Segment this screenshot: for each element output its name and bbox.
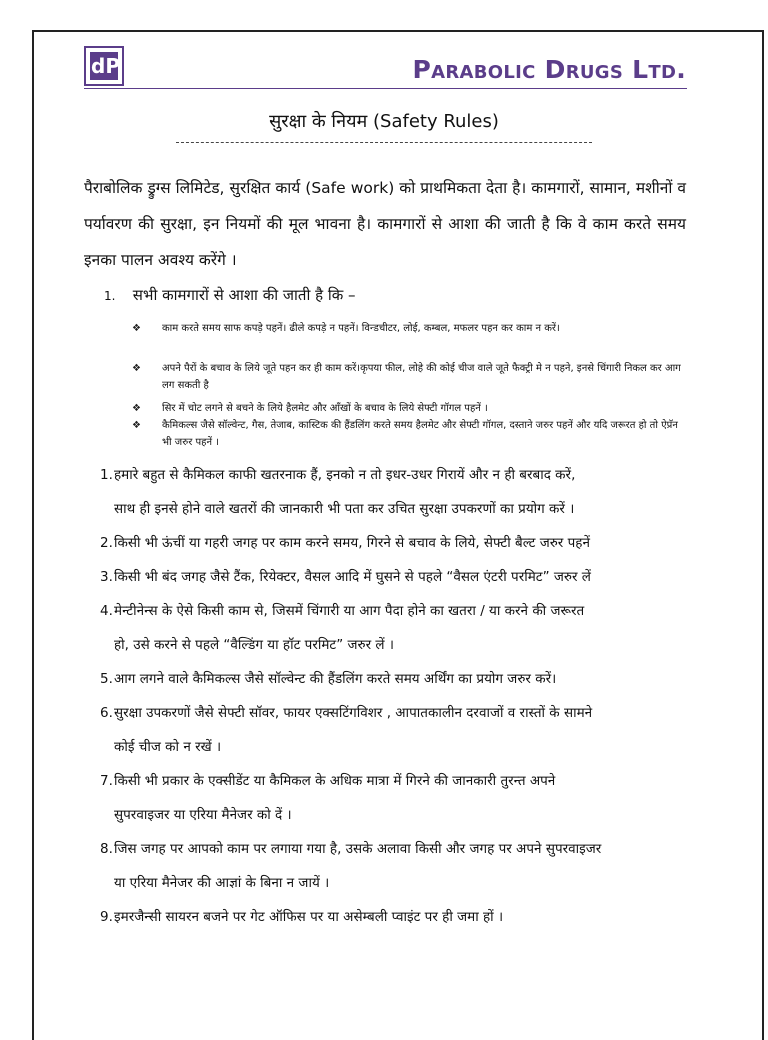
- rule-text: किसी भी ऊंचीं या गहरी जगह पर काम करने समय, गिरने से बचाव के लिये, सेफ्टी बैल्ट जरुर पहनें: [114, 535, 590, 551]
- header-rule: [84, 88, 687, 89]
- rule-number: 8.: [100, 841, 113, 857]
- dashed-divider: [176, 142, 592, 143]
- rule-number: 2.: [100, 535, 113, 551]
- rule-continuation: या एरिया मैनेजर की आज्ञां के बिना न जायें ।: [114, 875, 330, 891]
- bullet-icon: ❖: [132, 403, 141, 414]
- list-item: ❖ कैमिकल्स जैसे सॉल्वेन्ट, गैस, तेजाब, कास्टिक की हैंडलिंग करते समय हैलमेट और सेफ्टी गॉगल, दस्ताने जरुर पहनें और यदि जरूरत हो तो ऐप्रॅन भी जरुर पहनें ।: [130, 417, 686, 451]
- rule-continuation: कोई चीज को न रखें ।: [114, 739, 222, 755]
- rule-number: 1.: [100, 467, 113, 483]
- bullet-icon: ❖: [132, 323, 141, 334]
- page-title: सुरक्षा के नियम (Safety Rules): [269, 111, 499, 132]
- rule-item: [100, 526, 688, 560]
- rule-text: हमारे बहुत से कैमिकल काफी खतरनाक हैं, इनको न तो इधर-उधर गिरायें और न ही बरबाद करें,: [114, 467, 576, 483]
- rule-number: 3.: [100, 569, 113, 585]
- rule-text: किसी भी प्रकार के एक्सीडेंट या कैमिकल के अधिक मात्रा में गिरने की जानकारी तुरन्त अपने: [114, 773, 556, 789]
- rule-item: [100, 458, 688, 492]
- rule-text: जिस जगह पर आपको काम पर लगाया गया है, उसके अलावा किसी और जगह पर अपने सुपरवाइजर: [114, 841, 602, 857]
- logo-text: dP: [91, 54, 120, 78]
- rule-item: [100, 832, 688, 866]
- section-heading: [104, 285, 356, 305]
- rule-number: 4.: [100, 603, 113, 619]
- rule-item: [100, 900, 688, 934]
- list-item: ❖ सिर में चोट लगने से बचने के लिये हैलमेट और आँखों के बचाव के लिये सेफ्टी गॉगल पहनें ।: [130, 400, 686, 417]
- rule-number: 9.: [100, 909, 113, 925]
- rule-item: [100, 662, 688, 696]
- rule-text: किसी भी बंद जगह जैसे टैंक, रियेक्टर, वैसल आदि में घुसने से पहले “वैसल एंटरी परमिट” जरुर लें: [114, 569, 591, 585]
- rule-item: [100, 764, 688, 798]
- rule-item: [100, 696, 688, 730]
- rule-text: इमरजैन्सी सायरन बजने पर गेट ऑफिस पर या असेम्बली प्वाइंट पर ही जमा हों ।: [114, 909, 504, 925]
- rule-text: मेन्टीनेन्स के ऐसे किसी काम से, जिसमें चिंगारी या आग पैदा होने का खतरा / या करने की जरूरत: [114, 603, 585, 619]
- section-number: 1.: [104, 289, 116, 303]
- bullet-icon: ❖: [132, 363, 141, 374]
- company-name: Parabolic Drugs Ltd.: [412, 55, 686, 84]
- rule-continuation: सुपरवाइजर या एरिया मैनेजर को दें ।: [114, 807, 292, 823]
- rule-item: [100, 560, 688, 594]
- rule-continuation: साथ ही इनसे होने वाले खतरों की जानकारी भी पता कर उचित सुरक्षा उपकरणों का प्रयोग करें ।: [114, 501, 575, 517]
- rule-text: आग लगने वाले कैमिकल्स जैसे सॉल्वेन्ट की हैंडलिंग करते समय अर्थिंग का प्रयोग जरुर करें।: [114, 671, 557, 687]
- rule-number: 6.: [100, 705, 113, 721]
- rule-item: [100, 594, 688, 628]
- rule-text: सुरक्षा उपकरणों जैसे सेफ्टी सॉवर, फायर एक्सटिंगविशर , आपातकालीन दरवाजों व रास्तों के सामने: [114, 705, 593, 721]
- section-heading-text: सभी कामगारों से आशा की जाती है कि –: [132, 286, 356, 304]
- rule-number: 7.: [100, 773, 113, 789]
- rule-continuation: हो, उसे करने से पहले “वैल्डिंग या हॉट परमिट” जरुर लें ।: [114, 637, 394, 653]
- rule-number: 5.: [100, 671, 113, 687]
- bullet-icon: ❖: [132, 420, 141, 431]
- rules-list: [100, 458, 688, 934]
- list-item: ❖ काम करते समय साफ कपड़े पहनें। ढीले कपड़े न पहनें। विन्डचीटर, लोई, कम्बल, मफलर पहन कर काम न करें।: [130, 320, 686, 354]
- list-item: ❖ अपने पैरों के बचाव के लिये जूते पहन कर ही काम करें।कृपया फील, लोहे की कोई चीज वाले जूते फैक्ट्री मे न पहने, इनसे चिंगारी निकल कर आग लग सकती है: [130, 360, 686, 398]
- intro-paragraph: पैराबोलिक ड्रुग्स लिमिटेड, सुरक्षित कार्य (Safe work) को प्राथमिकता देता है। कामगारों, सामान, मशीनों व पर्यावरण की सुरक्षा, इन नियमों की मूल भावना है। कामगारों से आशा की जाती है कि वे काम करते समय इनका पालन अवश्य करेंगे ।: [84, 179, 686, 269]
- bullet-list: [130, 320, 686, 451]
- company-logo: [84, 46, 124, 86]
